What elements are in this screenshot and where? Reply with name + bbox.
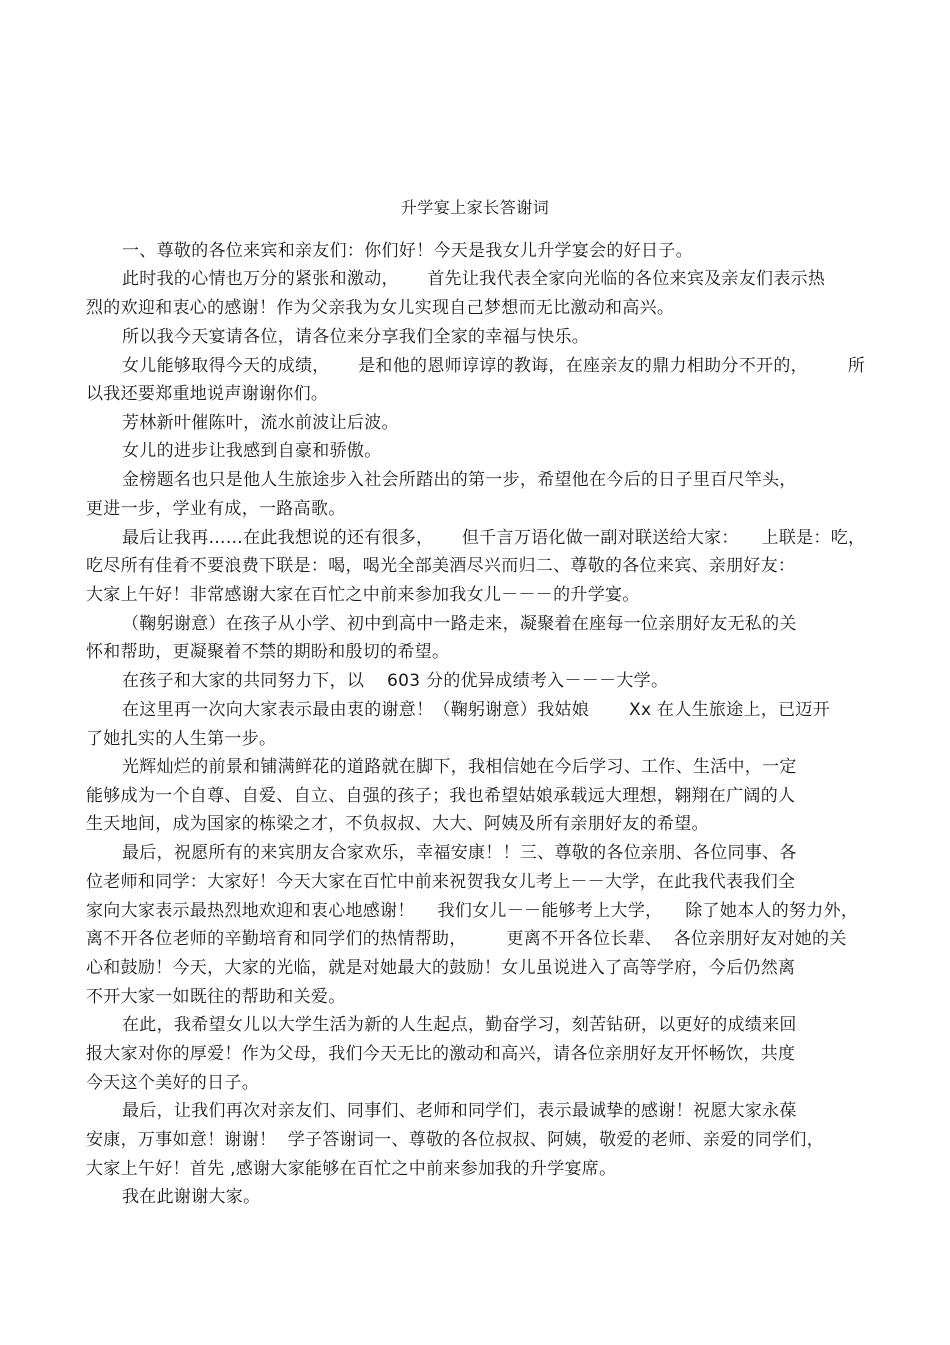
body-line: 一、尊敬的各位来宾和亲友们：你们好！今天是我女儿升学宴会的好日子。 bbox=[122, 241, 693, 261]
body-line: 我在此谢谢大家。 bbox=[122, 1187, 261, 1207]
body-line: 能够成为一个自尊、自爱、自立、自强的孩子；我也希望姑娘承载远大理想，翱翔在广阔的人 bbox=[86, 786, 796, 806]
body-line: 更进一步，学业有成，一路高歌。 bbox=[86, 499, 346, 519]
body-line: 今天这个美好的日子。 bbox=[86, 1073, 259, 1093]
body-line: 大家上午好！首先 ,感谢大家能够在百忙之中前来参加我的升学宴席。 bbox=[86, 1159, 617, 1179]
document-title: 升学宴上家长答谢词 bbox=[400, 198, 550, 217]
body-line: 了她扎实的人生第一步。 bbox=[86, 729, 277, 749]
body-line: 以我还要郑重地说声谢谢你们。 bbox=[86, 384, 329, 404]
body-line: 怀和帮助，更凝聚着不禁的期盼和殷切的希望。 bbox=[86, 642, 450, 662]
body-line: （鞠躬谢意）在孩子从小学、初中到高中一路走来，凝聚着在座每一位亲朋好友无私的关 bbox=[122, 614, 797, 634]
body-line: 所以我今天宴请各位，请各位来分享我们全家的幸福与快乐。 bbox=[122, 327, 590, 347]
body-line: 在孩子和大家的共同努力下，以 603 分的优异成绩考入－－－大学。 bbox=[122, 671, 669, 691]
body-line: 心和鼓励！今天，大家的光临，就是对她最大的鼓励！女儿虽说进入了高等学府，今后仍然离 bbox=[86, 958, 796, 978]
body-line: 位老师和同学：大家好！今天大家在百忙中前来祝贺我女儿考上－－大学，在此我代表我们全 bbox=[86, 872, 796, 892]
body-line: 烈的欢迎和衷心的感谢！作为父亲我为女儿实现自己梦想而无比激动和高兴。 bbox=[86, 298, 675, 318]
body-line: 报大家对你的厚爱！作为父母，我们今天无比的激动和高兴，请各位亲朋好友开怀畅饮，共度 bbox=[86, 1044, 796, 1064]
body-line: 最后让我再……在此我想说的还有很多， 但千言万语化做一副对联送给大家： 上联是：吃， bbox=[122, 528, 866, 548]
body-line: 离不开各位老师的辛勤培育和同学们的热情帮助， 更离不开各位长辈、 各位亲朋好友对她的关 bbox=[86, 929, 847, 949]
body-line: 光辉灿烂的前景和铺满鲜花的道路就在脚下，我相信她在今后学习、工作、生活中，一定 bbox=[122, 757, 797, 777]
body-line: 此时我的心情也万分的紧张和激动， 首先让我代表全家向光临的各位来宾及亲友们表示热 bbox=[122, 269, 826, 289]
body-line: 不开大家一如既往的帮助和关爱。 bbox=[86, 987, 346, 1007]
body-line: 金榜题名也只是他人生旅途步入社会所踏出的第一步，希望他在今后的日子里百尺竿头， bbox=[122, 470, 797, 490]
body-line: 女儿能够取得今天的成绩， 是和他的恩师谆谆的教诲，在座亲友的鼎力相助分不开的， 所 bbox=[122, 356, 866, 376]
body-line: 大家上午好！非常感谢大家在百忙之中前来参加我女儿－－－的升学宴。 bbox=[86, 585, 640, 605]
body-line: 在此，我希望女儿以大学生活为新的人生起点，勤奋学习，刻苦钻研，以更好的成绩来回 bbox=[122, 1015, 797, 1035]
body-line: 芳林新叶催陈叶，流水前波让后波。 bbox=[122, 413, 399, 433]
body-line: 生天地间，成为国家的栋梁之才，不负叔叔、大大、阿姨及所有亲朋好友的希望。 bbox=[86, 814, 709, 834]
body-line: 最后，祝愿所有的来宾朋友合家欢乐，幸福安康！！三、尊敬的各位亲朋、各位同事、各 bbox=[122, 843, 797, 863]
body-line: 吃尽所有佳肴不要浪费下联是：喝，喝光全部美酒尽兴而归二、尊敬的各位来宾、亲朋好友： bbox=[86, 556, 796, 576]
body-line: 在这里再一次向大家表示最由衷的谢意！（鞠躬谢意）我姑娘 Xx 在人生旅途上，已迈开 bbox=[122, 700, 831, 720]
body-line: 家向大家表示最热烈地欢迎和衷心地感谢！ 我们女儿－－能够考上大学， 除了她本人的努力外， bbox=[86, 901, 859, 921]
body-line: 安康，万事如意！谢谢！ 学子答谢词一、尊敬的各位叔叔、阿姨，敬爱的老师、亲爱的同学们， bbox=[86, 1130, 825, 1150]
body-line: 最后，让我们再次对亲友们、同事们、老师和同学们，表示最诚挚的感谢！祝愿大家永葆 bbox=[122, 1101, 797, 1121]
body-line: 女儿的进步让我感到自豪和骄傲。 bbox=[122, 441, 382, 461]
